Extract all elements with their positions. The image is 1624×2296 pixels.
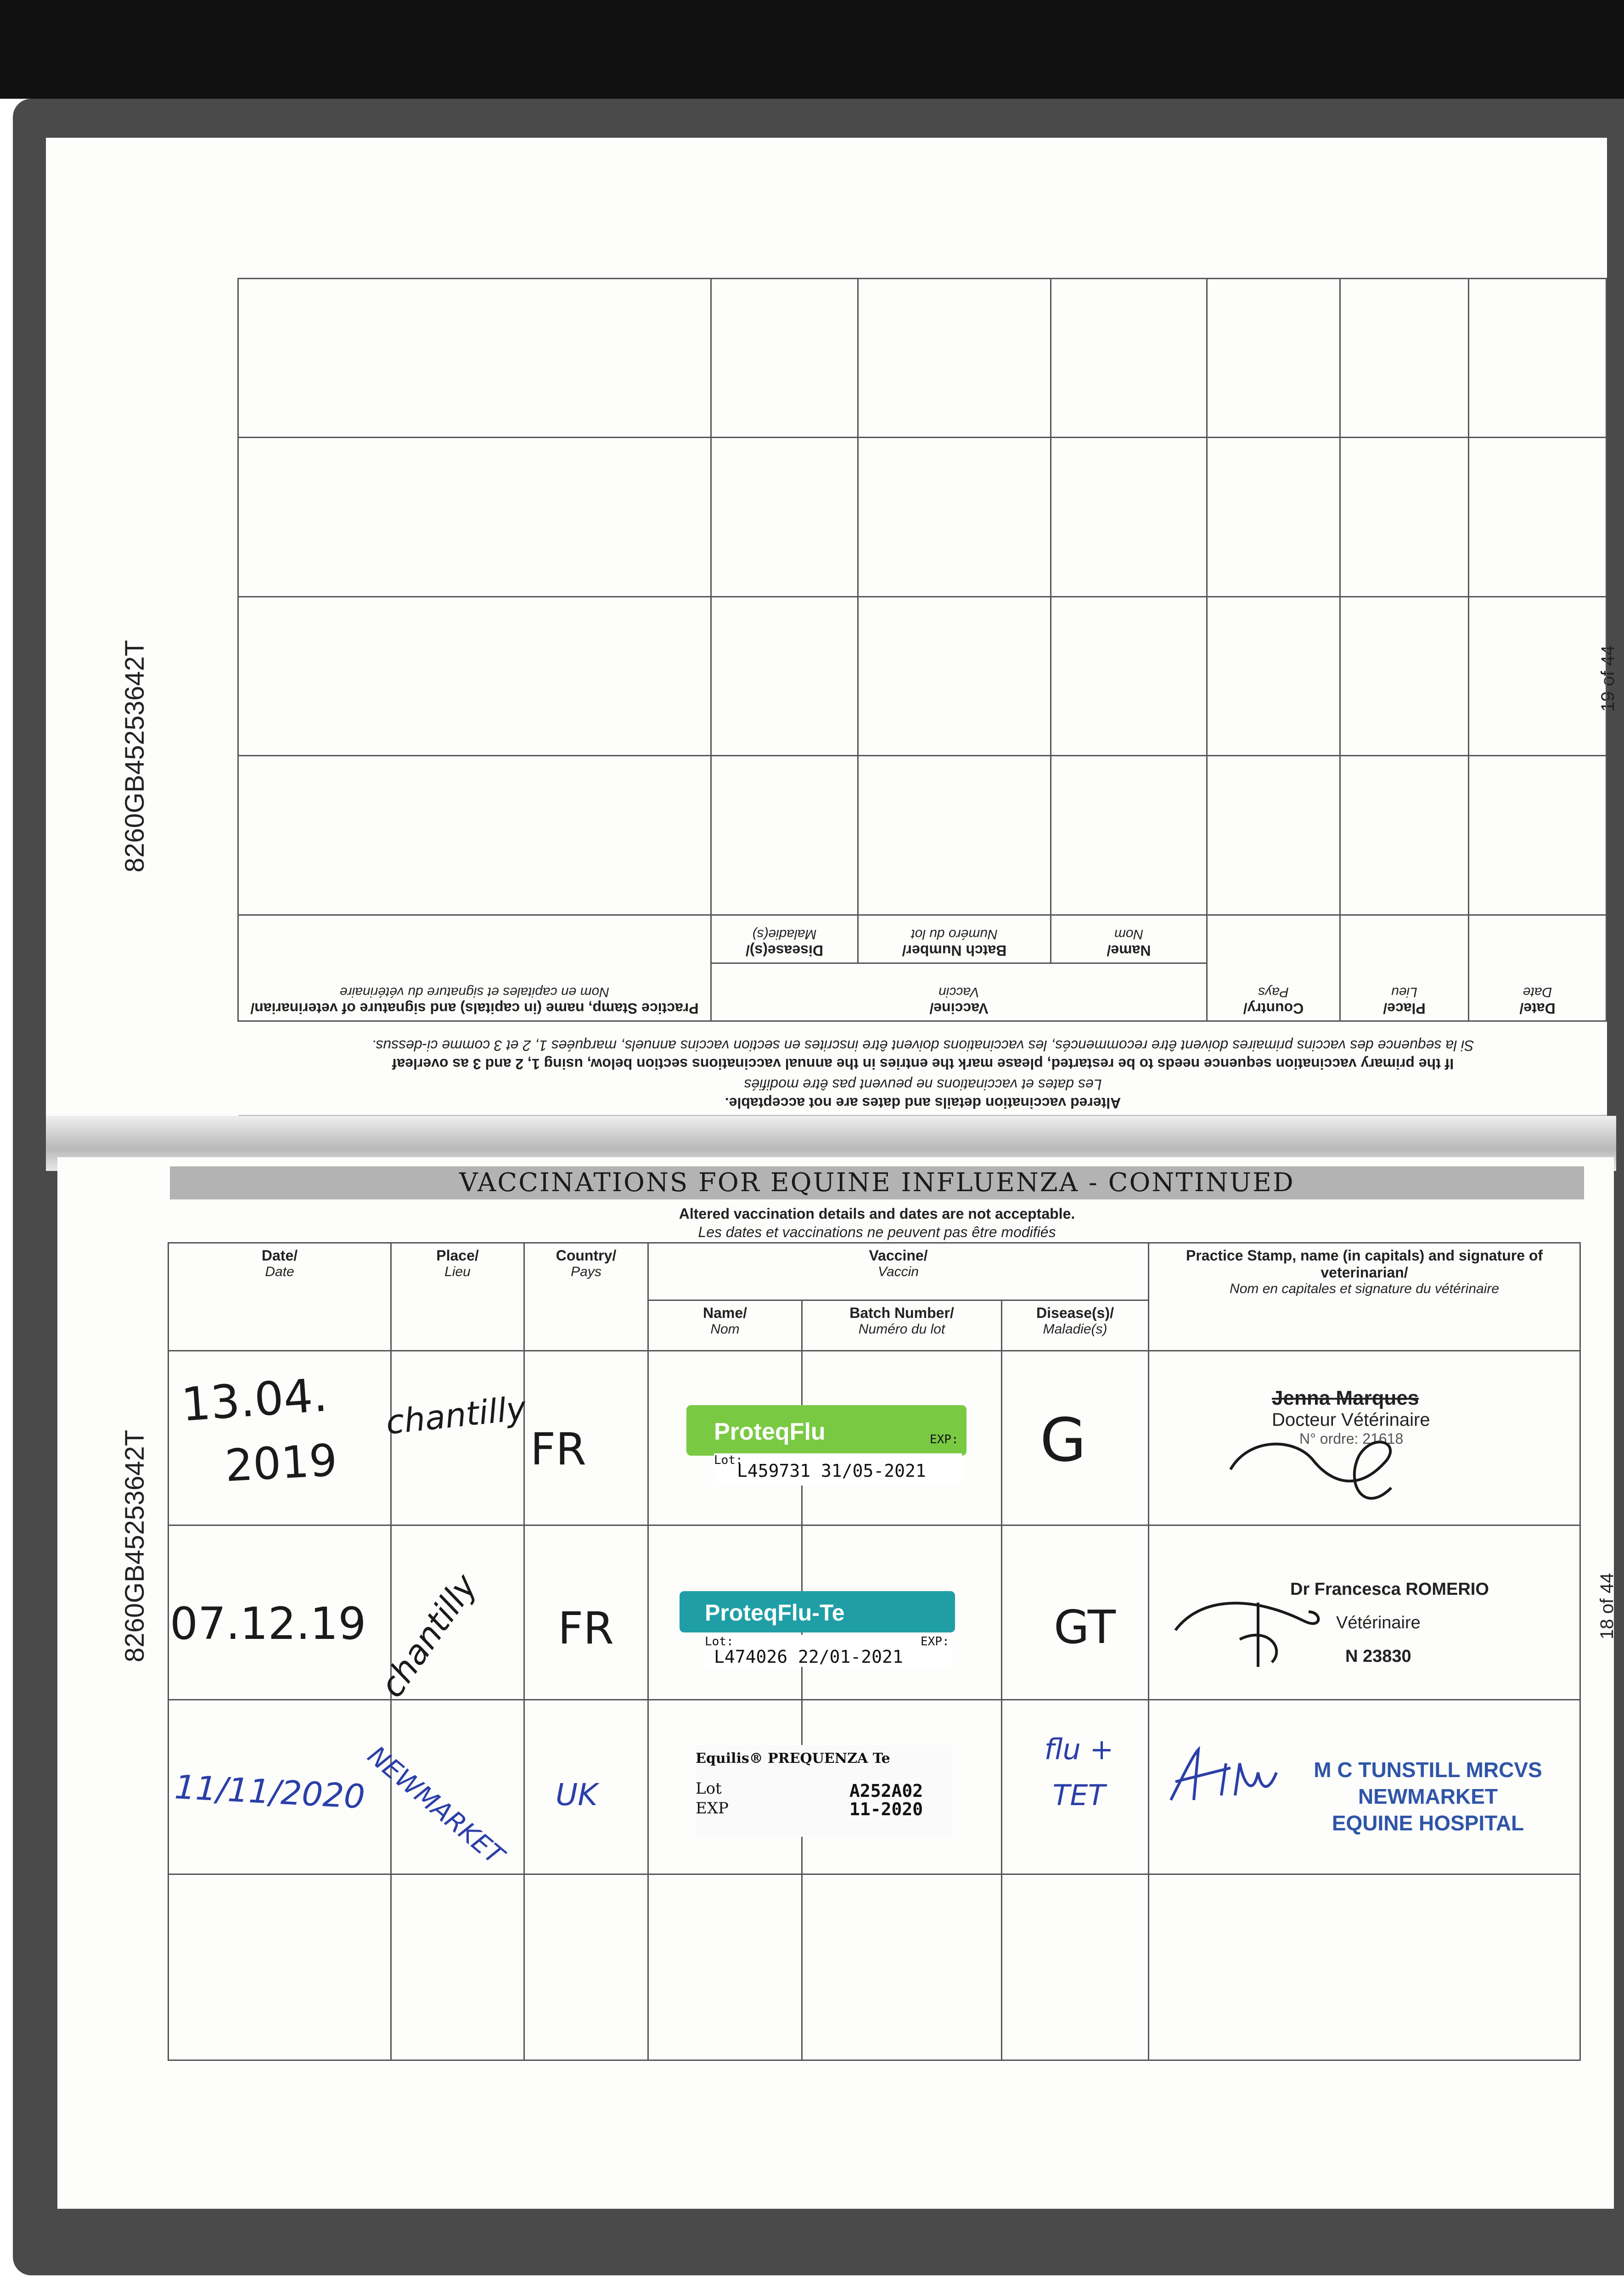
header-vaccine: Vaccine/ Vaccin — [648, 1243, 1149, 1300]
header-name: Name/ Nom — [648, 1300, 802, 1351]
header-country-top: Country/ Pays — [1207, 915, 1340, 1021]
table-row — [238, 438, 1606, 597]
proteqflu-sticker — [686, 1405, 967, 1456]
stamp-line-2: NEWMARKET — [1358, 1784, 1498, 1808]
entry-1-vaccine-name: ProteqFlu — [714, 1418, 826, 1445]
entry-1-signature — [1221, 1419, 1414, 1520]
entry-2-date: 07.12.19 — [170, 1598, 366, 1649]
header-batch-top: Batch Number/ Numéro du lot — [858, 915, 1051, 963]
header-country: Country/ Pays — [524, 1243, 648, 1351]
note-altered-fr-bottom: Les dates et vaccinations ne peuvent pas être modifiés — [698, 1224, 1056, 1240]
proteqflu-te-sticker — [680, 1591, 955, 1632]
entry-3-batch: A252A02 — [849, 1781, 923, 1801]
banner-title-bottom: VACCINATIONS FOR EQUINE INFLUENZA - CONTINUED — [459, 1168, 1295, 1198]
entry-3-disease: flu + TET — [1044, 1733, 1114, 1812]
table-row — [238, 597, 1606, 756]
entry-1-lot-label: Lot: EXP: L459731 31/05-2021 — [714, 1453, 962, 1486]
table-row — [238, 756, 1606, 915]
equilis-label: Equilis® PREQUENZA Te Lot EXP A252A02 11-2020 — [696, 1745, 953, 1837]
entry-3-vaccine-name: Equilis® PREQUENZA Te — [696, 1750, 890, 1767]
note-restart: If the primary vaccination sequence needs to be restarted, please mark the entries in the annual vaccinations section below, using 1, 2 and 3 as overleaf — [392, 1056, 1454, 1072]
header-stamp: Practice Stamp, name (in capitals) and signature of veterinarian/ Nom en capitales et signature du vétérinaire — [1149, 1243, 1580, 1351]
header-place: Place/ Lieu — [391, 1243, 524, 1351]
page-19-upside-down — [46, 138, 1607, 1148]
entry-2-stamp: Dr Francesca ROMERIO Vétérinaire N 23830 — [1290, 1580, 1489, 1666]
note-restart-fr: Si la sequence des vaccins primaires doivent être recommencés, les vaccinations doivent être inscrites en section vaccins annuels, marquées 1, 2 et 3 comme ci-dessus. — [371, 1037, 1474, 1054]
notes-bottom — [170, 1205, 1584, 1247]
entry-2-place: chantilly — [372, 1567, 485, 1705]
entry-2-vaccine-name: ProteqFlu-Te — [705, 1600, 845, 1626]
entry-3-practice-stamp — [1299, 1756, 1557, 1836]
entry-1-place: chantilly — [384, 1389, 528, 1442]
vaccination-table-top — [237, 278, 1607, 1022]
entry-1-disease: G — [1040, 1405, 1086, 1475]
note-altered-top: Altered vaccination details and dates are not acceptable. — [725, 1095, 1121, 1111]
header-disease-top: Disease(s)/ Maladie(s) — [711, 915, 858, 963]
stamp-line-3: EQUINE HOSPITAL — [1332, 1811, 1524, 1835]
document-id-top: 8260GB45253642T — [120, 640, 150, 872]
note-altered-fr-top: Les dates et vaccinations ne peuvent pas être modifiés — [744, 1076, 1102, 1093]
header-stamp-top: Practice Stamp, name (in capitals) and signature of veterinarian/ Nom en capitales et signature du vétérinaire — [238, 915, 711, 1021]
entry-3-place: NEWMARKET — [362, 1740, 510, 1871]
entry-3-date: 11/11/2020 — [174, 1767, 366, 1816]
banner-bottom — [170, 1166, 1584, 1199]
entry-1-stamp: Jenna Marques Docteur Vétérinaire N° ordre: 21618 — [1272, 1387, 1430, 1447]
entry-2-disease: GT — [1054, 1600, 1116, 1654]
table-row — [169, 1874, 1580, 2060]
header-date-top: Date/ Date — [1469, 915, 1607, 1021]
entry-2-signature — [1166, 1584, 1350, 1676]
scanner-edge — [0, 0, 1624, 99]
table-row — [238, 279, 1606, 438]
header-batch: Batch Number/ Numéro du lot — [802, 1300, 1002, 1351]
header-vaccine-top: Vaccine/ Vaccin — [711, 963, 1207, 1021]
stamp-line-1: M C TUNSTILL MRCVS — [1314, 1758, 1542, 1782]
page-number-bottom: 18 of 44 — [1597, 1573, 1617, 1639]
page-number-top: 19 of 44 — [1598, 645, 1618, 712]
document-id-bottom: 8260GB45253642T — [120, 1429, 150, 1662]
entry-1-date-line2: 2019 — [224, 1434, 339, 1492]
entry-2-lot-label: Lot: EXP: L474026 22/01-2021 — [705, 1635, 953, 1667]
header-date: Date/ Date — [169, 1243, 391, 1351]
entry-3-expiry: 11-2020 — [849, 1799, 923, 1819]
entry-1-country: FR — [530, 1424, 586, 1475]
header-place-top: Place/ Lieu — [1340, 915, 1469, 1021]
entry-3-country: UK — [556, 1777, 598, 1812]
header-name-top: Name/ Nom — [1051, 915, 1207, 963]
note-altered-bottom: Altered vaccination details and dates are not acceptable. — [679, 1205, 1075, 1222]
entry-2-country: FR — [558, 1603, 614, 1654]
entry-1-batch: L459731 31/05-2021 — [737, 1461, 926, 1481]
header-disease: Disease(s)/ Maladie(s) — [1002, 1300, 1149, 1351]
entry-1-date-line1: 13.04. — [180, 1368, 329, 1432]
entry-2-batch: L474026 22/01-2021 — [714, 1647, 903, 1667]
entry-3-signature — [1166, 1745, 1295, 1809]
